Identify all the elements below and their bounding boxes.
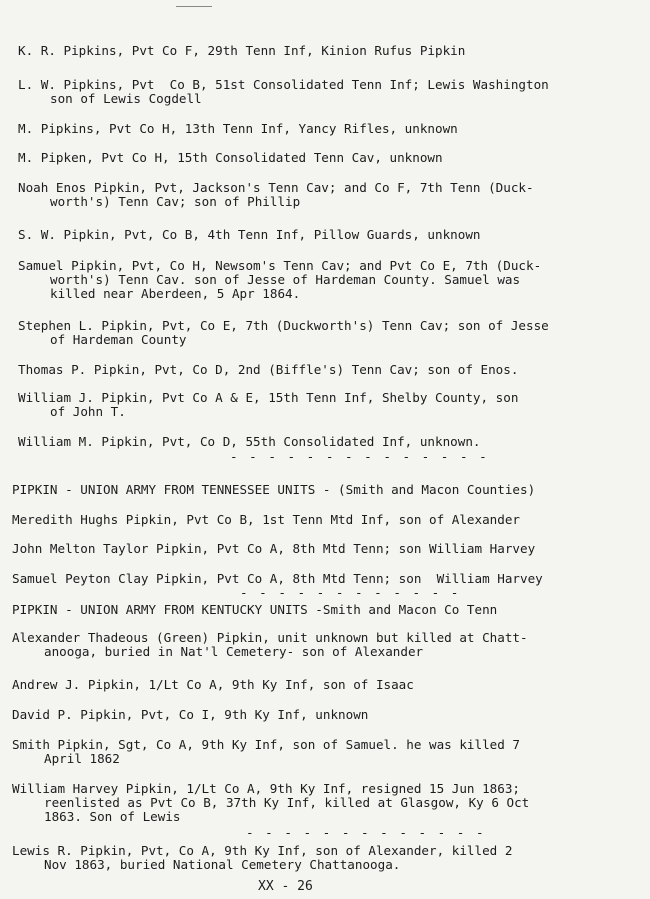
list-item: Noah Enos Pipkin, Pvt, Jackson's Tenn Cav; and Co F, 7th Tenn (Duck- worth's) Tenn Cav; son of Phillip <box>18 180 534 209</box>
list-item: Meredith Hughs Pipkin, Pvt Co B, 1st Tenn Mtd Inf, son of Alexander <box>12 512 520 527</box>
list-item: Alexander Thadeous (Green) Pipkin, unit unknown but killed at Chatt- anooga, buried in Nat'l Cemetery- son of Alexander <box>12 630 528 659</box>
separator: - - - - - - - - - - - - - <box>246 825 486 840</box>
list-item: William Harvey Pipkin, 1/Lt Co A, 9th Ky Inf, resigned 15 Jun 1863; reenlisted as Pvt Co B, 37th Ky Inf, killed at Glasgow, Ky 6 Oct 1863. Son of Lewis <box>12 781 530 824</box>
list-item: Smith Pipkin, Sgt, Co A, 9th Ky Inf, son of Samuel. he was killed 7 April 1862 <box>12 737 520 766</box>
list-item: David P. Pipkin, Pvt, Co I, 9th Ky Inf, unknown <box>12 707 369 722</box>
list-item: Stephen L. Pipkin, Pvt, Co E, 7th (Duckworth's) Tenn Cav; son of Jesse of Hardeman County <box>18 318 549 347</box>
list-item: Samuel Pipkin, Pvt, Co H, Newsom's Tenn Cav; and Pvt Co E, 7th (Duck- worth's) Tenn Cav. son of Jesse of Hardeman County. Samuel was killed near Aberdeen, 5 Apr 1864. <box>18 258 542 301</box>
top-mark <box>176 6 212 7</box>
section-heading-kentucky: PIPKIN - UNION ARMY FROM KENTUCKY UNITS -Smith and Macon Co Tenn <box>12 602 498 617</box>
list-item: L. W. Pipkins, Pvt Co B, 51st Consolidated Tenn Inf; Lewis Washington son of Lewis Cogdell <box>18 77 549 106</box>
list-item: Samuel Peyton Clay Pipkin, Pvt Co A, 8th Mtd Tenn; son William Harvey <box>12 571 543 586</box>
page-number: XX - 26 <box>258 879 313 894</box>
list-item: Andrew J. Pipkin, 1/Lt Co A, 9th Ky Inf, son of Isaac <box>12 677 414 692</box>
list-item: Thomas P. Pipkin, Pvt, Co D, 2nd (Biffle's) Tenn Cav; son of Enos. <box>18 362 519 377</box>
list-item: William M. Pipkin, Pvt, Co D, 55th Consolidated Inf, unknown. <box>18 434 481 449</box>
list-item: William J. Pipkin, Pvt Co A & E, 15th Tenn Inf, Shelby County, son of John T. <box>18 390 519 419</box>
list-item: M. Pipkins, Pvt Co H, 13th Tenn Inf, Yancy Rifles, unknown <box>18 121 458 136</box>
section-heading-tennessee: PIPKIN - UNION ARMY FROM TENNESSEE UNITS - (Smith and Macon Counties) <box>12 482 536 497</box>
list-item: John Melton Taylor Pipkin, Pvt Co A, 8th Mtd Tenn; son William Harvey <box>12 541 536 556</box>
list-item: Lewis R. Pipkin, Pvt, Co A, 9th Ky Inf, son of Alexander, killed 2 Nov 1863, buried National Cemetery Chattanooga. <box>12 843 513 872</box>
separator: - - - - - - - - - - - - <box>240 585 461 600</box>
separator: - - - - - - - - - - - - - - <box>230 449 489 464</box>
list-item: K. R. Pipkins, Pvt Co F, 29th Tenn Inf, Kinion Rufus Pipkin <box>18 43 466 58</box>
list-item: S. W. Pipkin, Pvt, Co B, 4th Tenn Inf, Pillow Guards, unknown <box>18 227 481 242</box>
list-item: M. Pipken, Pvt Co H, 15th Consolidated Tenn Cav, unknown <box>18 150 443 165</box>
